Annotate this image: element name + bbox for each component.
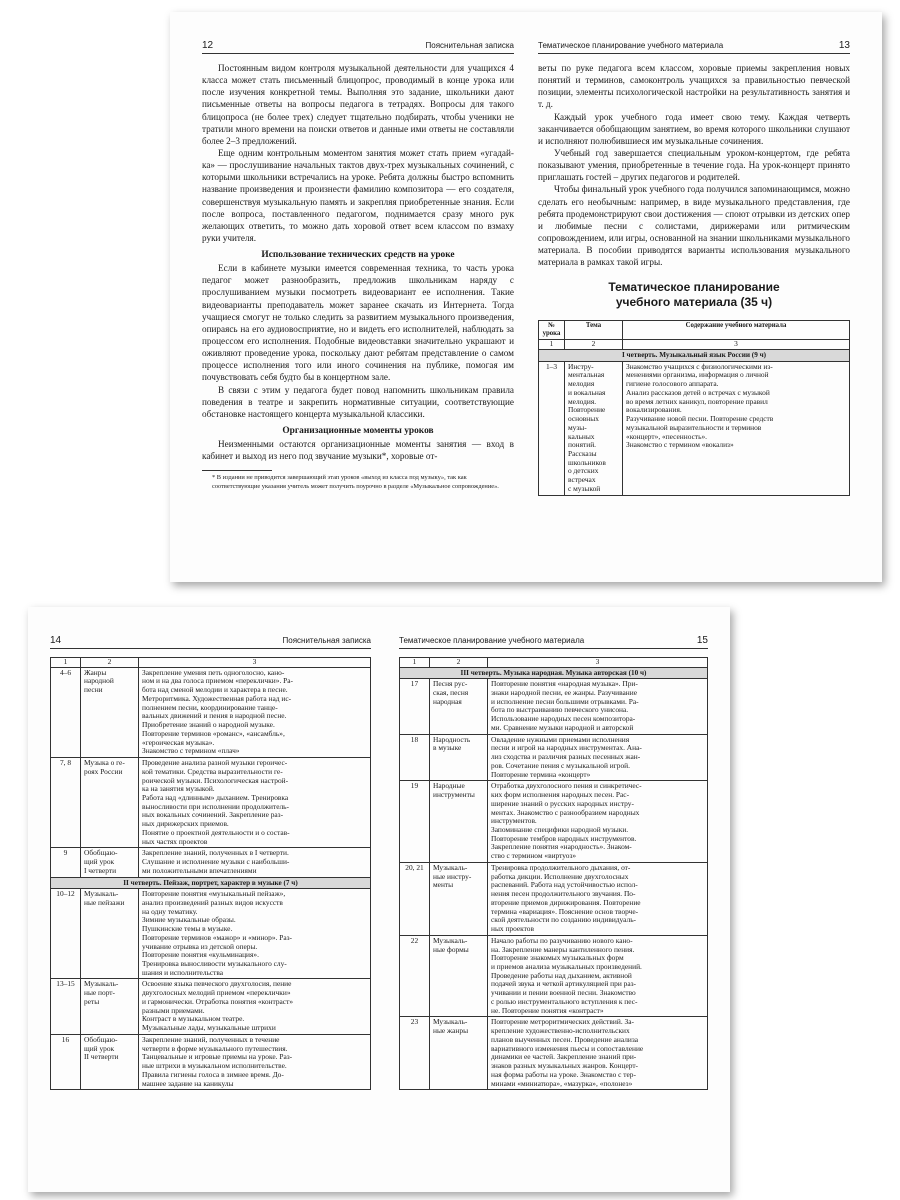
table-row: [539, 361, 850, 495]
content-line: выносливости при исполнении продолжитель-: [142, 801, 289, 811]
content-line: Контраст в музыкальном театре.: [142, 1014, 245, 1024]
content-line: Запоминание специфики народной музыки.: [491, 824, 629, 834]
theme-line: ные порт-: [84, 988, 115, 998]
content-line: музыкальной выразительности и терминов: [626, 422, 762, 432]
content-line: полнением песни, координирование танце-: [142, 702, 278, 712]
table-header-row: [539, 321, 850, 340]
theme-line: II четверти: [84, 1052, 119, 1062]
table-body: [51, 889, 371, 1090]
content-line: Закрепление знаний, полученных в I четверти.: [142, 848, 289, 858]
theme-line: ные пейзажи: [84, 897, 125, 907]
section-subheading: Использование технических средств на уроке: [261, 250, 455, 261]
content-line: ные штрихи в музыкальном исполнительстве.: [142, 1061, 287, 1071]
content-line: и гармонически. Отработка понятия «контраст»: [142, 996, 294, 1006]
content-line: и исполнение песни большими отрывками. Ра-: [491, 696, 639, 706]
content-line: не. Повторение понятия «контраст»: [491, 1005, 604, 1015]
content-line: ство с термином «виртуоз»: [491, 851, 577, 861]
lesson-content-cell: [139, 1034, 371, 1089]
content-line: инструментов.: [491, 816, 537, 826]
content-line: Освоение языка певческого двухголосия, пение: [142, 979, 292, 989]
theme-line: Жанры: [84, 667, 107, 677]
running-header: [538, 40, 850, 54]
table-row: [400, 1017, 708, 1090]
content-line: бота над сменой мелодии и характера в песне.: [142, 685, 288, 695]
lesson-content-cell: [139, 758, 371, 848]
column-header: № урока: [539, 321, 565, 340]
page-13: [526, 12, 882, 582]
theme-line: I четверти: [84, 865, 117, 875]
lesson-content-cell: [488, 781, 708, 863]
content-line: вальных движений и пения в народной песне.: [142, 711, 287, 721]
lesson-theme-cell: [430, 1017, 488, 1090]
content-line: ка на занятия музыкой.: [142, 784, 215, 794]
theme-line: кальных: [568, 431, 595, 441]
theme-line: народной: [84, 676, 114, 686]
content-line: Отработка двухголосного пения и синкретичес-: [491, 781, 642, 791]
content-line: учивание отрывка из детской оперы.: [142, 941, 258, 951]
lesson-number-cell: 7, 8: [51, 758, 81, 848]
section-title: [538, 280, 850, 310]
content-line: ких форм исполнения народных песен. Рас-: [491, 790, 630, 800]
page-number: 14: [50, 635, 62, 646]
theme-line: понятий.: [568, 440, 596, 450]
content-line: ных частях проектов: [142, 836, 208, 846]
content-line: ных проектов: [491, 924, 534, 934]
theme-line: и вокальная: [568, 387, 606, 397]
content-line: гигиене голосового аппарата.: [626, 379, 719, 389]
content-line: Метроритмика. Художественная работа над ис-: [142, 693, 292, 703]
planning-table-continued: [399, 657, 708, 1090]
lesson-number-cell: 22: [400, 935, 430, 1017]
content-line: крепление художественно-исполнительских: [491, 1026, 630, 1036]
content-line: распеваний. Работа над устойчивостью испол-: [491, 880, 638, 890]
page-12: [170, 12, 526, 582]
content-line: вариативного изменения пьесы и сопоставление: [491, 1043, 644, 1053]
content-line: ширение знаний о русских народных инстру-: [491, 798, 634, 808]
lesson-theme-cell: [81, 848, 139, 877]
content-line: Знакомство учащихся с физиологическими из-: [626, 361, 773, 371]
table-row: [51, 848, 371, 877]
lesson-theme-cell: [81, 758, 139, 848]
column-number: 1: [539, 340, 565, 350]
lesson-content-cell: [139, 848, 371, 877]
content-line: Повторение понятия «кульминация».: [142, 950, 259, 960]
content-line: Правила гигиены голоса в зимнее время. До-: [142, 1069, 284, 1079]
lesson-content-cell: [488, 1017, 708, 1090]
content-line: Закрепление умения петь одноголосно, кано-: [142, 667, 285, 677]
lesson-content-cell: [488, 935, 708, 1017]
theme-line: Музыкаль-: [433, 935, 468, 945]
content-line: ном и на два голоса приемом «переклички». Ра-: [142, 676, 293, 686]
table-row: [51, 889, 371, 979]
content-line: менениями организма, информация о личной: [626, 370, 769, 380]
content-line: знаков разных музыкальных жанров. Концерт-: [491, 1061, 639, 1071]
theme-line: Народные: [433, 781, 465, 791]
column-number: 1: [51, 658, 81, 668]
lesson-content-cell: [488, 862, 708, 935]
content-line: ской деятельности по созданию индивидуаль-: [491, 915, 637, 925]
content-line: Начало работы по разучиванию нового кано-: [491, 935, 633, 945]
lesson-theme-cell: [430, 862, 488, 935]
lesson-theme-cell: [430, 734, 488, 781]
quarter-heading-row: [51, 877, 371, 888]
lesson-theme-cell: [430, 781, 488, 863]
content-line: на. Закрепление манеры кантиленного пения.: [491, 944, 635, 954]
content-line: Слушание и исполнение музыки с наибольши-: [142, 857, 290, 867]
page-number: 12: [202, 40, 214, 51]
section-subheading: Организационные моменты уроков: [282, 425, 434, 436]
theme-line: ментальная: [568, 370, 605, 380]
content-line: учивании и пении военной песни. Знакомство: [491, 988, 636, 998]
content-line: вокализирования.: [626, 405, 682, 415]
content-line: Повторение терминов «романс», «ансамбль»,: [142, 728, 285, 738]
lesson-content-cell: [623, 361, 850, 495]
content-line: разными приемами.: [142, 1005, 205, 1015]
paragraph: Еще одним контрольным моментом занятия может стать прием «угадай-ка» — прослушивание начальных тактов двух-трех музыкальных сочинений, с которыми школьники встречались на уроке. Ребята должны быстро вспомнить название произведения и произнести фамилию композитора — его создателя, совершенствуя музыкальную память и закрепляя приобретенные знания. Если после вопроса, поставленного педагогом, поднимается сразу много рук желающих ответить, то можно дать хоровой ответ всем классом по взмаху руки учителя.: [202, 147, 514, 243]
paragraph: Учебный год завершается специальным уроком-концертом, где ребята показывают умения, приобретенные в течение года. На урок-концерт принято приглашать гостей – других педагогов и родителей.: [538, 147, 850, 183]
content-line: Использование народных песен композитора-: [491, 714, 636, 724]
lesson-theme-cell: [430, 935, 488, 1017]
theme-line: мелодия: [568, 379, 595, 389]
table-body: [51, 667, 371, 877]
paragraph: В связи с этим у педагога будет повод напомнить школьникам правила поведения в театре и закрепить нормативные ситуации, соответствующие обстановке настоящего концерта музыкальной классики.: [202, 384, 514, 419]
content-line: шания и исполнительства: [142, 967, 224, 977]
theme-line: Музыка о ге-: [84, 758, 125, 768]
theme-line: народная: [433, 696, 462, 706]
column-number: 2: [430, 658, 488, 668]
theme-line: ные инстру-: [433, 871, 472, 881]
column-number: 3: [623, 340, 850, 350]
content-line: кой тематики. Средства выразительности ге-: [142, 766, 283, 776]
theme-line: Повторение: [568, 405, 606, 415]
column-number-row: [51, 658, 371, 668]
lesson-number-cell: 13–15: [51, 979, 81, 1034]
content-line: Повторение метроритмических действий. За-: [491, 1017, 634, 1027]
lesson-theme-cell: [81, 1034, 139, 1089]
table-row: [51, 1034, 371, 1089]
running-header-title: Пояснительная записка: [425, 41, 514, 50]
content-line: Овладение нужными приемами исполнения: [491, 734, 630, 744]
content-line: Анализ рассказов детей о встречах с музыкой: [626, 387, 770, 397]
content-line: песни и игрой на народных инструментах. Ана-: [491, 743, 642, 753]
top-book-spread: [170, 12, 882, 582]
paragraph: Неизменными остаются организационные моменты занятия — вход в кабинет и выход из него под звучание музыки*, хоровые от-: [202, 438, 514, 462]
running-header-title: Тематическое планирование учебного материала: [538, 41, 724, 50]
content-line: минами «миниатюра», «мазурка», «полонез»: [491, 1078, 633, 1088]
theme-line: ные жанры: [433, 1026, 469, 1036]
content-line: Повторение понятия «музыкальный пейзаж»,: [142, 889, 286, 899]
theme-line: ская, песня: [433, 687, 469, 697]
column-number: 2: [81, 658, 139, 668]
content-line: «концерт», «песенность».: [626, 431, 707, 441]
theme-line: школьников: [568, 457, 606, 467]
theme-line: основных: [568, 414, 599, 424]
content-line: во время летних каникул, повторение правил: [626, 396, 768, 406]
quarter-heading: II четверть. Пейзаж, портрет, характер в музыке (7 ч): [51, 877, 371, 888]
table-row: [51, 667, 371, 757]
content-line: планов выученных песен. Проведение анализа: [491, 1034, 639, 1044]
page-14: [28, 607, 379, 1192]
content-line: анализ произведений разных видов искусств: [142, 897, 283, 907]
content-line: нения песен продолжительного звучания. По-: [491, 889, 636, 899]
theme-line: Музыкаль-: [84, 979, 119, 989]
theme-line: Обобщаю-: [84, 848, 118, 858]
theme-line: Песня рус-: [433, 679, 468, 689]
content-line: Повторение тембров народных инструментов.: [491, 833, 637, 843]
quarter-heading: I четверть. Музыкальный язык России (9 ч): [539, 350, 850, 361]
column-number: 2: [565, 340, 623, 350]
lesson-number-cell: 4–6: [51, 667, 81, 757]
column-header: Содержание учебного материала: [623, 321, 850, 340]
content-line: лиз сходства и различия разных песенных жан-: [491, 752, 641, 762]
footnote: * В издании не приводится завершающий этап уроков «выход из класса под музыку», так как соответствующие указания учитель может получить поурочно в разделе «Музыкальное сопровождение».: [212, 474, 499, 490]
content-line: Закрепление понятия «народность». Знаком-: [491, 842, 632, 852]
content-line: Повторение термина «концерт»: [491, 769, 591, 779]
content-line: четверти в форме музыкального путешествия.: [142, 1043, 288, 1053]
planning-table: [538, 320, 850, 495]
running-header: [202, 40, 514, 54]
lesson-theme-cell: [81, 889, 139, 979]
content-line: Пушкинские темы в музыке.: [142, 924, 233, 934]
column-number-row: [400, 658, 708, 668]
theme-line: Музыкаль-: [433, 862, 468, 872]
theme-line: Музыкаль-: [433, 1017, 468, 1027]
paragraph: Постоянным видом контроля музыкальной деятельности для учащихся 4 класса может стать письменный блицопрос, проводимый в конце урока или после изучения конкретной темы. Выполняя это задание, школьники дают письменные ответы на вопросы педагога в тетрадях. Вопросы для такого блицопроса (не более трех) следует тщательно подбирать, чтобы ученики не тратили много времени на поиски ответов и данные ими ответы не составляли более 2–3 предложений.: [202, 63, 514, 146]
content-line: Работа над «длинным» дыханием. Тренировка: [142, 793, 289, 803]
bottom-book-spread: [28, 607, 730, 1192]
planning-table-continued: [50, 657, 371, 1090]
table-body: [400, 679, 708, 1090]
theme-line: Народность: [433, 734, 471, 744]
content-line: роической музыки. Психологическая настрой-: [142, 775, 289, 785]
lesson-content-cell: [488, 679, 708, 734]
lesson-number-cell: 9: [51, 848, 81, 877]
section-title-line: учебного материала (35 ч): [615, 295, 773, 310]
theme-line: Рассказы: [568, 448, 597, 458]
paragraph: Если в кабинете музыки имеется современная техника, то часть урока педагог может разнообразить, предложив школьникам наряду с прослушиванием музыки посмотреть видеовариант ее исполнения. Такие видеоварианты преподаватель может заранее скачать из Интернета. Тогда учащиеся смогут не только следить за развитием музыкального произведения, опираясь на его аудиовосприятие, но и видеть его исполнителей, наблюдать за процессом его исполнения. Подобные видеовставки значительно украшают и оживляют проведение урока, поскольку дают ребятам представление о самом процессе исполнения того или иного сочинения на публике, помогая им почувствовать себя будто бы в концертном зале.: [202, 263, 514, 383]
running-header-title: Тематическое планирование учебного материала: [399, 636, 585, 645]
paragraph: веты по руке педагога всем классом, хоровые приемы закрепления новых понятий и терминов, самоконтроль учащихся за правильностью певческой позиции, элементы психологической настройки на результативность занятия и т. д.: [538, 63, 850, 110]
column-number-row: [539, 340, 850, 350]
lesson-theme-cell: [565, 361, 623, 495]
lesson-content-cell: [139, 667, 371, 757]
page-number: 13: [838, 40, 850, 51]
content-line: знаки народной песни, ее жанры. Разучивание: [491, 687, 637, 697]
content-line: вторение приемов дирижирования. Повторение: [491, 897, 641, 907]
paragraph: Чтобы финальный урок учебного года получился запоминающимся, можно сделать его необычным: например, в виде музыкального представления, где ребята продемонстрируют свои достижения — споют отрывки из детских опер и любимые песни с солистами, дирижерами или ритмическим сопровождением, или игры, основанной на знании школьниками музыкального материала. В пособии приводятся варианты использования музыкального материала в рамках такой игры.: [538, 184, 850, 268]
quarter-heading-row: [400, 667, 708, 678]
quarter-heading: III четверть. Музыка народная. Музыка авторская (10 ч): [400, 667, 708, 678]
content-line: ми. Сравнение музыки народной и авторской: [491, 722, 634, 732]
content-line: подачей звука и четкой артикуляцией при раз-: [491, 979, 636, 989]
content-line: «героическая музыка».: [142, 737, 215, 747]
lesson-content-cell: [139, 979, 371, 1034]
content-line: ров. Сочетание пения с музыкальной игрой.: [491, 760, 630, 770]
content-line: ных вокальных сочинений. Закрепление раз-: [142, 810, 284, 820]
content-line: Приобретение знаний о народной музыке.: [142, 720, 275, 730]
theme-line: в музыке: [433, 743, 462, 753]
theme-line: реты: [84, 996, 100, 1006]
lesson-number-cell: 18: [400, 734, 430, 781]
content-line: Повторение терминов «мажор» и «минор». Раз-: [142, 932, 292, 942]
content-line: на одну тематику.: [142, 906, 198, 916]
content-line: Понятие о проектной деятельности и о состав-: [142, 827, 290, 837]
theme-line: мелодия.: [568, 396, 597, 406]
lesson-number-cell: 1–3: [539, 361, 565, 495]
quarter-heading-row: [539, 350, 850, 361]
content-line: Танцевальные и игровые приемы на уроке. Раз-: [142, 1052, 293, 1062]
content-line: Разучивание новой песни. Повторение средств: [626, 414, 774, 424]
content-line: ми положительными впечатлениями: [142, 865, 257, 875]
theme-line: Музыкаль-: [84, 889, 119, 899]
table-row: [400, 781, 708, 863]
table-row: [400, 734, 708, 781]
lesson-number-cell: 19: [400, 781, 430, 863]
content-line: ная форма работы на уроке. Знакомство с тер-: [491, 1069, 636, 1079]
table-row: [400, 935, 708, 1017]
lesson-number-cell: 10–12: [51, 889, 81, 979]
lesson-number-cell: 23: [400, 1017, 430, 1090]
running-header-title: Пояснительная записка: [282, 636, 371, 645]
content-line: с ролью инструментального вступления к пес-: [491, 996, 638, 1006]
content-line: Проведение анализа разной музыки героичес-: [142, 758, 288, 768]
theme-line: с музыкой: [568, 483, 601, 493]
content-line: Закрепление знаний, полученных в течение: [142, 1034, 280, 1044]
content-line: Повторение знакомых музыкальных форм: [491, 953, 624, 963]
theme-line: щий урок: [84, 857, 115, 867]
content-line: Повторение понятия «народная музыка». При-: [491, 679, 638, 689]
content-line: ментах. Знакомство с разнообразием народных: [491, 807, 640, 817]
page-number: 15: [696, 635, 708, 646]
lesson-number-cell: 20, 21: [400, 862, 430, 935]
theme-line: Инстру-: [568, 361, 594, 371]
table-row: [51, 758, 371, 848]
content-line: Тренировка продолжительного дыхания, от-: [491, 862, 631, 872]
page-15: [379, 607, 730, 1192]
table-body: [539, 361, 850, 495]
lesson-number-cell: 17: [400, 679, 430, 734]
table-row: [400, 679, 708, 734]
running-header: [399, 635, 708, 649]
content-line: Знакомство с термином «плач»: [142, 746, 240, 756]
content-line: двухголосных мелодий приемом «переклички»: [142, 988, 291, 998]
content-line: работка дикции. Исполнение двухголосных: [491, 871, 629, 881]
theme-line: Обобщаю-: [84, 1034, 118, 1044]
column-number: 3: [139, 658, 371, 668]
lesson-theme-cell: [81, 979, 139, 1034]
lesson-number-cell: 16: [51, 1034, 81, 1089]
theme-line: менты: [433, 880, 454, 890]
content-line: ных дирижерских приемов.: [142, 819, 229, 829]
theme-line: роях России: [84, 766, 123, 776]
content-line: Тренировка выносливости музыкального слу-: [142, 958, 287, 968]
content-line: Знакомство с термином «вокализ»: [626, 440, 734, 450]
content-line: Зимние музыкальные образы.: [142, 915, 236, 925]
column-number: 1: [400, 658, 430, 668]
content-line: машнее задание на каникулы: [142, 1078, 234, 1088]
theme-line: встречах: [568, 475, 596, 485]
content-line: динамики ее частей. Закрепление знаний при-: [491, 1052, 637, 1062]
lesson-content-cell: [139, 889, 371, 979]
theme-line: инструменты: [433, 790, 475, 800]
column-number: 3: [488, 658, 708, 668]
section-title-line: Тематическое планирование: [608, 280, 780, 295]
content-line: и приемов анализа музыкальных произведений.: [491, 961, 642, 971]
theme-line: щий урок: [84, 1043, 115, 1053]
content-line: Проведение работы над дыханием, активной: [491, 970, 632, 980]
lesson-content-cell: [488, 734, 708, 781]
lesson-theme-cell: [81, 667, 139, 757]
table-row: [400, 862, 708, 935]
theme-line: музы-: [568, 422, 587, 432]
content-line: Музыкальные лады, музыкальные штрихи: [142, 1023, 276, 1033]
table-row: [51, 979, 371, 1034]
content-line: термина «вариация». Пояснение основ творче-: [491, 906, 639, 916]
theme-line: ные формы: [433, 944, 469, 954]
column-header: Тема: [565, 321, 623, 340]
paragraph: Каждый урок учебного года имеет свою тему. Каждая четверть заканчивается обобщающим занятием, во время которого школьники слушают и исполняют полюбившиеся им музыкальные сочинения.: [538, 111, 850, 146]
lesson-theme-cell: [430, 679, 488, 734]
content-line: бота по выстраиванию певческого унисона.: [491, 705, 629, 715]
footnote-divider: [202, 470, 272, 471]
running-header: [50, 635, 371, 649]
theme-line: о детских: [568, 466, 599, 476]
theme-line: песни: [84, 685, 103, 695]
